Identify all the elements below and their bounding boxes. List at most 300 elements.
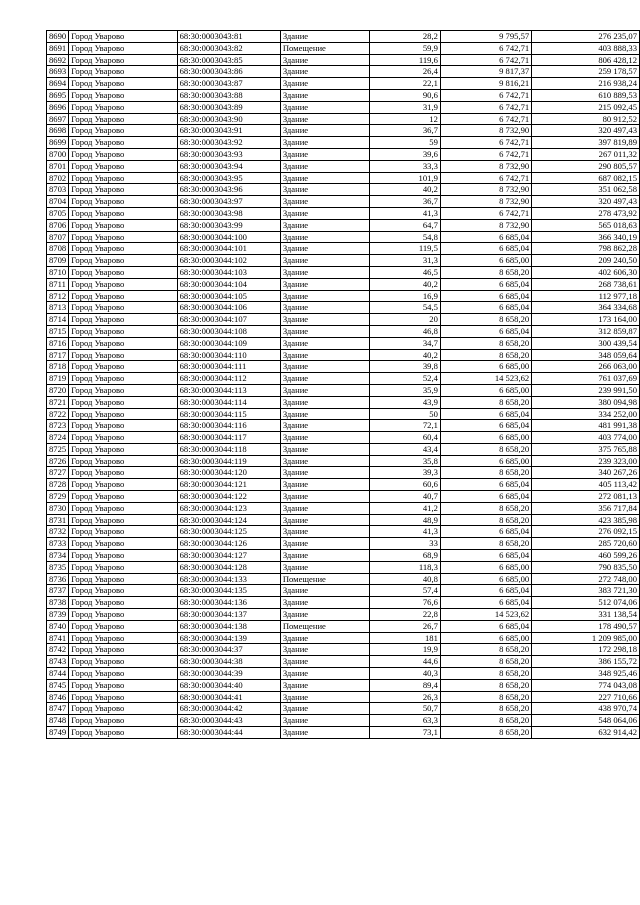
- object-type-cell: Здание: [280, 54, 369, 66]
- table-row: [47, 609, 640, 621]
- row-number-cell: 8714: [47, 314, 69, 326]
- object-type-cell: Здание: [280, 408, 369, 420]
- row-number-cell: 8694: [47, 78, 69, 90]
- cadastral-number-cell: 68:30:0003044:115: [177, 408, 280, 420]
- object-type-cell: Здание: [280, 491, 369, 503]
- cadastral-value-cell: 334 252,00: [532, 408, 640, 420]
- table-row: [47, 668, 640, 680]
- locality-cell: Город Уварово: [69, 561, 177, 573]
- locality-cell: Город Уварово: [69, 137, 177, 149]
- area-cell: 40,2: [370, 278, 441, 290]
- cadastral-number-cell: 68:30:0003044:120: [177, 467, 280, 479]
- object-type-cell: Помещение: [280, 42, 369, 54]
- cadastral-number-cell: 68:30:0003044:127: [177, 550, 280, 562]
- unit-value-cell: 8 658,20: [440, 349, 531, 361]
- cadastral-number-cell: 68:30:0003044:109: [177, 337, 280, 349]
- object-type-cell: Здание: [280, 361, 369, 373]
- cadastral-value-cell: 320 497,43: [532, 196, 640, 208]
- table-row: [47, 703, 640, 715]
- table-row: [47, 514, 640, 526]
- table-row: [47, 632, 640, 644]
- row-number-cell: 8697: [47, 113, 69, 125]
- object-type-cell: Здание: [280, 243, 369, 255]
- table-row: [47, 42, 640, 54]
- object-type-cell: Здание: [280, 632, 369, 644]
- cadastral-number-cell: 68:30:0003043:97: [177, 196, 280, 208]
- locality-cell: Город Уварово: [69, 727, 177, 739]
- row-number-cell: 8727: [47, 467, 69, 479]
- table-row: [47, 337, 640, 349]
- row-number-cell: 8745: [47, 679, 69, 691]
- cadastral-value-cell: 216 938,24: [532, 78, 640, 90]
- cadastral-number-cell: 68:30:0003044:116: [177, 420, 280, 432]
- area-cell: 26,7: [370, 620, 441, 632]
- locality-cell: Город Уварово: [69, 125, 177, 137]
- row-number-cell: 8742: [47, 644, 69, 656]
- object-type-cell: Здание: [280, 290, 369, 302]
- locality-cell: Город Уварово: [69, 278, 177, 290]
- object-type-cell: Здание: [280, 514, 369, 526]
- cadastral-number-cell: 68:30:0003043:93: [177, 148, 280, 160]
- object-type-cell: Здание: [280, 125, 369, 137]
- area-cell: 35,9: [370, 384, 441, 396]
- locality-cell: Город Уварово: [69, 31, 177, 43]
- object-type-cell: Здание: [280, 420, 369, 432]
- area-cell: 68,9: [370, 550, 441, 562]
- row-number-cell: 8702: [47, 172, 69, 184]
- cadastral-number-cell: 68:30:0003043:85: [177, 54, 280, 66]
- cadastral-number-cell: 68:30:0003044:41: [177, 691, 280, 703]
- object-type-cell: Здание: [280, 314, 369, 326]
- area-cell: 76,6: [370, 597, 441, 609]
- row-number-cell: 8718: [47, 361, 69, 373]
- area-cell: 72,1: [370, 420, 441, 432]
- unit-value-cell: 6 742,71: [440, 54, 531, 66]
- object-type-cell: Здание: [280, 668, 369, 680]
- cadastral-value-cell: 300 439,54: [532, 337, 640, 349]
- cadastral-number-cell: 68:30:0003043:99: [177, 219, 280, 231]
- table-row: [47, 31, 640, 43]
- cadastral-number-cell: 68:30:0003044:104: [177, 278, 280, 290]
- object-type-cell: Здание: [280, 597, 369, 609]
- unit-value-cell: 6 685,00: [440, 432, 531, 444]
- cadastral-number-cell: 68:30:0003044:102: [177, 255, 280, 267]
- cadastral-number-cell: 68:30:0003044:38: [177, 656, 280, 668]
- unit-value-cell: 6 742,71: [440, 148, 531, 160]
- cadastral-value-cell: 112 977,18: [532, 290, 640, 302]
- object-type-cell: Здание: [280, 184, 369, 196]
- cadastral-value-cell: 403 774,00: [532, 432, 640, 444]
- cadastral-value-cell: 375 765,88: [532, 443, 640, 455]
- locality-cell: Город Уварово: [69, 644, 177, 656]
- cadastral-value-cell: 227 710,66: [532, 691, 640, 703]
- cadastral-value-cell: 798 862,28: [532, 243, 640, 255]
- unit-value-cell: 8 658,20: [440, 337, 531, 349]
- cadastral-number-cell: 68:30:0003044:117: [177, 432, 280, 444]
- locality-cell: Город Уварово: [69, 219, 177, 231]
- cadastral-value-cell: 172 298,18: [532, 644, 640, 656]
- cadastral-value-cell: 366 340,19: [532, 231, 640, 243]
- locality-cell: Город Уварово: [69, 361, 177, 373]
- table-row: [47, 727, 640, 739]
- row-number-cell: 8709: [47, 255, 69, 267]
- unit-value-cell: 8 658,20: [440, 644, 531, 656]
- row-number-cell: 8747: [47, 703, 69, 715]
- unit-value-cell: 8 732,90: [440, 125, 531, 137]
- locality-cell: Город Уварово: [69, 314, 177, 326]
- locality-cell: Город Уварово: [69, 550, 177, 562]
- unit-value-cell: 9 817,37: [440, 66, 531, 78]
- row-number-cell: 8691: [47, 42, 69, 54]
- locality-cell: Город Уварово: [69, 691, 177, 703]
- cadastral-number-cell: 68:30:0003044:135: [177, 585, 280, 597]
- area-cell: 59: [370, 137, 441, 149]
- table-row: [47, 585, 640, 597]
- table-row: [47, 231, 640, 243]
- cadastral-number-cell: 68:30:0003044:119: [177, 455, 280, 467]
- table-row: [47, 196, 640, 208]
- area-cell: 36,7: [370, 196, 441, 208]
- locality-cell: Город Уварово: [69, 526, 177, 538]
- table-row: [47, 255, 640, 267]
- cadastral-value-cell: 364 334,68: [532, 302, 640, 314]
- cadastral-number-cell: 68:30:0003044:137: [177, 609, 280, 621]
- unit-value-cell: 8 658,20: [440, 514, 531, 526]
- unit-value-cell: 6 685,04: [440, 620, 531, 632]
- table-row: [47, 137, 640, 149]
- table-row: [47, 219, 640, 231]
- unit-value-cell: 6 742,71: [440, 172, 531, 184]
- area-cell: 26,4: [370, 66, 441, 78]
- cadastral-number-cell: 68:30:0003044:111: [177, 361, 280, 373]
- object-type-cell: Здание: [280, 455, 369, 467]
- table-row: [47, 656, 640, 668]
- area-cell: 41,3: [370, 207, 441, 219]
- table-row: [47, 420, 640, 432]
- cadastral-value-cell: 272 081,13: [532, 491, 640, 503]
- table-row: [47, 266, 640, 278]
- row-number-cell: 8704: [47, 196, 69, 208]
- table-row: [47, 550, 640, 562]
- object-type-cell: Здание: [280, 727, 369, 739]
- row-number-cell: 8703: [47, 184, 69, 196]
- object-type-cell: Здание: [280, 691, 369, 703]
- object-type-cell: Здание: [280, 89, 369, 101]
- table-row: [47, 172, 640, 184]
- cadastral-number-cell: 68:30:0003044:133: [177, 573, 280, 585]
- unit-value-cell: 6 685,04: [440, 325, 531, 337]
- cadastral-value-cell: 268 738,61: [532, 278, 640, 290]
- locality-cell: Город Уварово: [69, 373, 177, 385]
- area-cell: 118,3: [370, 561, 441, 573]
- unit-value-cell: 8 658,20: [440, 443, 531, 455]
- row-number-cell: 8699: [47, 137, 69, 149]
- table-row: [47, 290, 640, 302]
- unit-value-cell: 8 658,20: [440, 467, 531, 479]
- unit-value-cell: 6 742,71: [440, 207, 531, 219]
- unit-value-cell: 6 685,04: [440, 479, 531, 491]
- table-row: [47, 373, 640, 385]
- object-type-cell: Здание: [280, 160, 369, 172]
- object-type-cell: Помещение: [280, 573, 369, 585]
- cadastral-value-cell: 632 914,42: [532, 727, 640, 739]
- object-type-cell: Здание: [280, 679, 369, 691]
- row-number-cell: 8693: [47, 66, 69, 78]
- object-type-cell: Здание: [280, 219, 369, 231]
- unit-value-cell: 14 523,62: [440, 609, 531, 621]
- area-cell: 34,7: [370, 337, 441, 349]
- locality-cell: Город Уварово: [69, 455, 177, 467]
- area-cell: 40,7: [370, 491, 441, 503]
- area-cell: 59,9: [370, 42, 441, 54]
- row-number-cell: 8734: [47, 550, 69, 562]
- table-row: [47, 184, 640, 196]
- area-cell: 20: [370, 314, 441, 326]
- row-number-cell: 8735: [47, 561, 69, 573]
- area-cell: 40,8: [370, 573, 441, 585]
- area-cell: 60,4: [370, 432, 441, 444]
- object-type-cell: Здание: [280, 561, 369, 573]
- table-row: [47, 314, 640, 326]
- unit-value-cell: 8 658,20: [440, 703, 531, 715]
- cadastral-value-cell: 348 925,46: [532, 668, 640, 680]
- row-number-cell: 8715: [47, 325, 69, 337]
- table-row: [47, 526, 640, 538]
- cadastral-number-cell: 68:30:0003044:42: [177, 703, 280, 715]
- table-row: [47, 479, 640, 491]
- row-number-cell: 8732: [47, 526, 69, 538]
- cadastral-value-cell: 790 835,50: [532, 561, 640, 573]
- table-row: [47, 491, 640, 503]
- cadastral-value-cell: 774 043,08: [532, 679, 640, 691]
- cadastral-number-cell: 68:30:0003043:96: [177, 184, 280, 196]
- object-type-cell: Здание: [280, 656, 369, 668]
- cadastral-value-cell: 285 720,60: [532, 538, 640, 550]
- area-cell: 119,6: [370, 54, 441, 66]
- table-row: [47, 207, 640, 219]
- row-number-cell: 8719: [47, 373, 69, 385]
- table-row: [47, 561, 640, 573]
- cadastral-value-cell: 331 138,54: [532, 609, 640, 621]
- area-cell: 22,8: [370, 609, 441, 621]
- cadastral-value-cell: 806 428,12: [532, 54, 640, 66]
- area-cell: 50,7: [370, 703, 441, 715]
- locality-cell: Город Уварово: [69, 160, 177, 172]
- locality-cell: Город Уварово: [69, 420, 177, 432]
- table-row: [47, 125, 640, 137]
- cadastral-value-cell: 1 209 985,00: [532, 632, 640, 644]
- unit-value-cell: 6 685,00: [440, 361, 531, 373]
- row-number-cell: 8700: [47, 148, 69, 160]
- row-number-cell: 8722: [47, 408, 69, 420]
- row-number-cell: 8740: [47, 620, 69, 632]
- unit-value-cell: 6 685,04: [440, 585, 531, 597]
- area-cell: 60,6: [370, 479, 441, 491]
- cadastral-number-cell: 68:30:0003044:39: [177, 668, 280, 680]
- area-cell: 28,2: [370, 31, 441, 43]
- cadastral-number-cell: 68:30:0003043:88: [177, 89, 280, 101]
- cadastral-value-cell: 312 859,87: [532, 325, 640, 337]
- cadastral-number-cell: 68:30:0003044:106: [177, 302, 280, 314]
- unit-value-cell: 8 658,20: [440, 538, 531, 550]
- locality-cell: Город Уварово: [69, 632, 177, 644]
- object-type-cell: Здание: [280, 266, 369, 278]
- area-cell: 35,8: [370, 455, 441, 467]
- unit-value-cell: 6 685,04: [440, 302, 531, 314]
- object-type-cell: Здание: [280, 337, 369, 349]
- cadastral-number-cell: 68:30:0003044:139: [177, 632, 280, 644]
- cadastral-value-cell: 239 323,00: [532, 455, 640, 467]
- table-row: [47, 148, 640, 160]
- locality-cell: Город Уварово: [69, 443, 177, 455]
- unit-value-cell: 8 658,20: [440, 668, 531, 680]
- table-row: [47, 54, 640, 66]
- cadastral-number-cell: 68:30:0003044:118: [177, 443, 280, 455]
- object-type-cell: Здание: [280, 302, 369, 314]
- row-number-cell: 8729: [47, 491, 69, 503]
- object-type-cell: Здание: [280, 644, 369, 656]
- locality-cell: Город Уварово: [69, 656, 177, 668]
- table-row: [47, 325, 640, 337]
- area-cell: 50: [370, 408, 441, 420]
- table-row: [47, 89, 640, 101]
- locality-cell: Город Уварово: [69, 207, 177, 219]
- unit-value-cell: 8 658,20: [440, 314, 531, 326]
- area-cell: 54,8: [370, 231, 441, 243]
- area-cell: 41,2: [370, 502, 441, 514]
- object-type-cell: Здание: [280, 585, 369, 597]
- unit-value-cell: 6 685,04: [440, 550, 531, 562]
- object-type-cell: Здание: [280, 172, 369, 184]
- cadastral-value-cell: 266 063,00: [532, 361, 640, 373]
- locality-cell: Город Уварово: [69, 172, 177, 184]
- locality-cell: Город Уварово: [69, 679, 177, 691]
- cadastral-number-cell: 68:30:0003044:40: [177, 679, 280, 691]
- row-number-cell: 8723: [47, 420, 69, 432]
- object-type-cell: Здание: [280, 396, 369, 408]
- cadastral-value-cell: 290 805,57: [532, 160, 640, 172]
- locality-cell: Город Уварово: [69, 620, 177, 632]
- table-row: [47, 278, 640, 290]
- unit-value-cell: 8 732,90: [440, 196, 531, 208]
- cadastral-number-cell: 68:30:0003044:100: [177, 231, 280, 243]
- table-row: [47, 538, 640, 550]
- cadastral-value-cell: 386 155,72: [532, 656, 640, 668]
- row-number-cell: 8730: [47, 502, 69, 514]
- object-type-cell: Помещение: [280, 620, 369, 632]
- unit-value-cell: 8 732,90: [440, 184, 531, 196]
- object-type-cell: Здание: [280, 78, 369, 90]
- area-cell: 101,9: [370, 172, 441, 184]
- cadastral-number-cell: 68:30:0003044:44: [177, 727, 280, 739]
- object-type-cell: Здание: [280, 66, 369, 78]
- cadastral-number-cell: 68:30:0003044:108: [177, 325, 280, 337]
- unit-value-cell: 6 685,04: [440, 408, 531, 420]
- row-number-cell: 8731: [47, 514, 69, 526]
- unit-value-cell: 6 742,71: [440, 137, 531, 149]
- area-cell: 40,2: [370, 349, 441, 361]
- locality-cell: Город Уварово: [69, 325, 177, 337]
- row-number-cell: 8739: [47, 609, 69, 621]
- locality-cell: Город Уварово: [69, 573, 177, 585]
- area-cell: 36,7: [370, 125, 441, 137]
- unit-value-cell: 8 658,20: [440, 715, 531, 727]
- table-row: [47, 432, 640, 444]
- locality-cell: Город Уварово: [69, 54, 177, 66]
- registry-table: [46, 30, 640, 739]
- row-number-cell: 8705: [47, 207, 69, 219]
- cadastral-value-cell: 403 888,33: [532, 42, 640, 54]
- row-number-cell: 8728: [47, 479, 69, 491]
- locality-cell: Город Уварово: [69, 231, 177, 243]
- locality-cell: Город Уварово: [69, 432, 177, 444]
- object-type-cell: Здание: [280, 443, 369, 455]
- locality-cell: Город Уварово: [69, 302, 177, 314]
- row-number-cell: 8724: [47, 432, 69, 444]
- unit-value-cell: 6 742,71: [440, 89, 531, 101]
- table-row: [47, 384, 640, 396]
- table-row: [47, 620, 640, 632]
- cadastral-number-cell: 68:30:0003044:121: [177, 479, 280, 491]
- cadastral-value-cell: 178 490,57: [532, 620, 640, 632]
- unit-value-cell: 6 685,04: [440, 491, 531, 503]
- area-cell: 119,5: [370, 243, 441, 255]
- unit-value-cell: 8 732,90: [440, 219, 531, 231]
- unit-value-cell: 8 732,90: [440, 160, 531, 172]
- cadastral-value-cell: 687 082,15: [532, 172, 640, 184]
- area-cell: 44,6: [370, 656, 441, 668]
- table-row: [47, 443, 640, 455]
- object-type-cell: Здание: [280, 479, 369, 491]
- object-type-cell: Здание: [280, 384, 369, 396]
- cadastral-value-cell: 239 991,50: [532, 384, 640, 396]
- unit-value-cell: 14 523,62: [440, 373, 531, 385]
- area-cell: 19,9: [370, 644, 441, 656]
- row-number-cell: 8749: [47, 727, 69, 739]
- locality-cell: Город Уварово: [69, 585, 177, 597]
- cadastral-number-cell: 68:30:0003043:98: [177, 207, 280, 219]
- area-cell: 43,9: [370, 396, 441, 408]
- cadastral-number-cell: 68:30:0003044:114: [177, 396, 280, 408]
- cadastral-value-cell: 460 599,26: [532, 550, 640, 562]
- locality-cell: Город Уварово: [69, 597, 177, 609]
- row-number-cell: 8720: [47, 384, 69, 396]
- object-type-cell: Здание: [280, 255, 369, 267]
- area-cell: 31,3: [370, 255, 441, 267]
- unit-value-cell: 6 685,04: [440, 290, 531, 302]
- unit-value-cell: 8 658,20: [440, 266, 531, 278]
- locality-cell: Город Уварово: [69, 196, 177, 208]
- cadastral-value-cell: 761 037,69: [532, 373, 640, 385]
- cadastral-number-cell: 68:30:0003044:136: [177, 597, 280, 609]
- cadastral-number-cell: 68:30:0003043:87: [177, 78, 280, 90]
- cadastral-number-cell: 68:30:0003044:126: [177, 538, 280, 550]
- locality-cell: Город Уварово: [69, 255, 177, 267]
- area-cell: 46,5: [370, 266, 441, 278]
- locality-cell: Город Уварово: [69, 290, 177, 302]
- cadastral-value-cell: 438 970,74: [532, 703, 640, 715]
- row-number-cell: 8695: [47, 89, 69, 101]
- unit-value-cell: 8 658,20: [440, 727, 531, 739]
- locality-cell: Город Уварово: [69, 66, 177, 78]
- row-number-cell: 8748: [47, 715, 69, 727]
- locality-cell: Город Уварово: [69, 42, 177, 54]
- table-row: [47, 160, 640, 172]
- row-number-cell: 8708: [47, 243, 69, 255]
- locality-cell: Город Уварово: [69, 101, 177, 113]
- cadastral-value-cell: 548 064,06: [532, 715, 640, 727]
- row-number-cell: 8692: [47, 54, 69, 66]
